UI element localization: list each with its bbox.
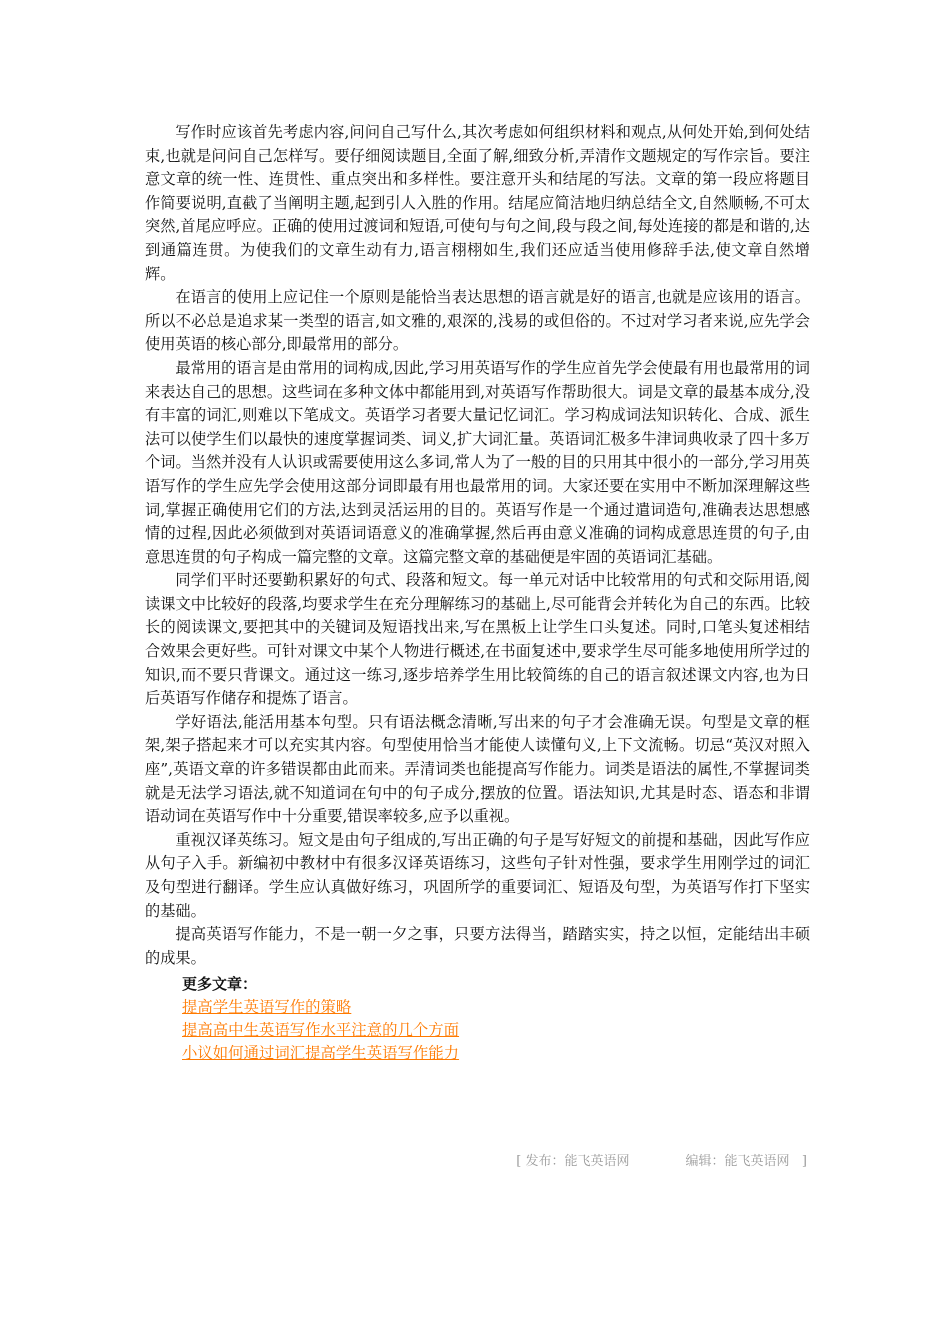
article-paragraph: 在语言的使用上应记住一个原则是能恰当表达思想的语言就是好的语言,也就是应该用的语言。所以不必总是追求某一类型的语言,如文雅的,艰深的,浅易的或但俗的。不过对学习者来说,应先学会使用英语的核心部分,即最常用的部分。 (145, 288, 810, 354)
editor-text: 编辑：能飞英语网 (685, 1154, 790, 1169)
article-paragraph: 重视汉译英练习。短文是由句子组成的,写出正确的句子是写好短文的前提和基础，因此写作应从句子入手。新编初中教材中有很多汉译英语练习，这些句子针对性强，要求学生用刚学过的词汇及句型进行翻译。学生应认真做好练习，巩固所学的重要词汇、短语及句型，为英语写作打下坚实的基础。 (145, 830, 810, 920)
related-article-link[interactable]: 提高高中生英语写作水平注意的几个方面 (182, 1021, 460, 1040)
more-articles-title: 更多文章： (182, 975, 258, 994)
list-item (182, 1019, 810, 1042)
more-articles-list (182, 996, 810, 1065)
article-paragraph: 最常用的语言是由常用的词构成,因此,学习用英语写作的学生应首先学会使最有用也最常用的词来表达自己的思想。这些词在多种文体中都能用到,对英语写作帮助很大。词是文章的最基本成分,没有丰富的词汇,则难以下笔成文。英语学习者要大量记忆词汇。学习构成词法知识转化、合成、派生法可以使学生们以最快的速度掌握词类、词义,扩大词汇量。英语词汇极多牛津词典收录了四十多万个词。当然并没有人认识或需要使用这么多词,常人为了一般的目的只用其中很小的一部分,学习用英语写作的学生应先学会使用这部分词即最有用也最常用的词。大家还要在实用中不断加深理解这些词,掌握正确使用它们的方法,达到灵活运用的目的。英语写作是一个通过遣词造句,准确表达思想感情的过程,因此必须做到对英语词语意义的准确掌握,然后再由意义准确的词构成意思连贯的句子,由意思连贯的句子构成一篇完整的文章。这篇完整文章的基础便是牢固的英语词汇基础。 (145, 358, 810, 566)
article (145, 121, 810, 1065)
publisher-text: 发布：能飞英语网 (525, 1154, 630, 1169)
article-paragraph: 学好语法,能活用基本句型。只有语法概念清晰,写出来的句子才会准确无误。句型是文章的框架,架子搭起来才可以充实其内容。句型使用恰当才能使人读懂句义,上下文流畅。切忌“英汉对照入座”,英语文章的许多错误都由此而来。弄清词类也能提高写作能力。词类是语法的属性,不掌握词类就是无法学习语法,就不知道词在句中的句子成分,摆放的位置。语法知识,尤其是时态、语态和非谓语动词在英语写作中十分重要,错误率较多,应予以重视。 (145, 712, 810, 826)
article-paragraph: 同学们平时还要勤积累好的句式、段落和短文。每一单元对话中比较常用的句式和交际用语,阅读课文中比较好的段落,均要求学生在充分理解练习的基础上,尽可能背会并转化为自己的东西。比较长的阅读课文,要把其中的关键词及短语找出来,写在黑板上让学生口头复述。同时,口笔头复述相结合效果会更好些。可针对课文中某个人物进行概述,在书面复述中,要求学生尽可能多地使用所学过的知识,而不要只背课文。通过这一练习,逐步培养学生用比较简练的自己的语言叙述课文内容,也为日后英语写作储存和提炼了语言。 (145, 571, 810, 708)
publish-info (516, 1150, 807, 1169)
article-paragraph: 写作时应该首先考虑内容,问问自己写什么,其次考虑如何组织材料和观点,从何处开始,到何处结束,也就是问问自己怎样写。要仔细阅读题目,全面了解,细致分析,弄清作文题规定的写作宗旨。要注意文章的统一性、连贯性、重点突出和多样性。要注意开头和结尾的写法。文章的第一段应将题目作简要说明,直截了当阐明主题,起到引人入胜的作用。结尾应简洁地归纳总结全文,自然顺畅,不可太突然,首尾应呼应。正确的使用过渡词和短语,可使句与句之间,段与段之间,每处连接的都是和谐的,达到通篇连贯。为使我们的文章生动有力,语言栩栩如生,我们还应适当使用修辞手法,使文章自然增辉。 (145, 123, 810, 283)
related-article-link[interactable]: 小议如何通过词汇提高学生英语写作能力 (182, 1044, 460, 1063)
bracket-open: [ (516, 1154, 522, 1169)
list-item (182, 996, 810, 1019)
list-item (182, 1042, 810, 1065)
article-paragraph: 提高英语写作能力，不是一朝一夕之事，只要方法得当，踏踏实实，持之以恒，定能结出丰硕的成果。 (145, 925, 810, 967)
related-article-link[interactable]: 提高学生英语写作的策略 (182, 998, 352, 1017)
bracket-close: ] (801, 1154, 807, 1169)
more-articles (145, 972, 810, 1065)
